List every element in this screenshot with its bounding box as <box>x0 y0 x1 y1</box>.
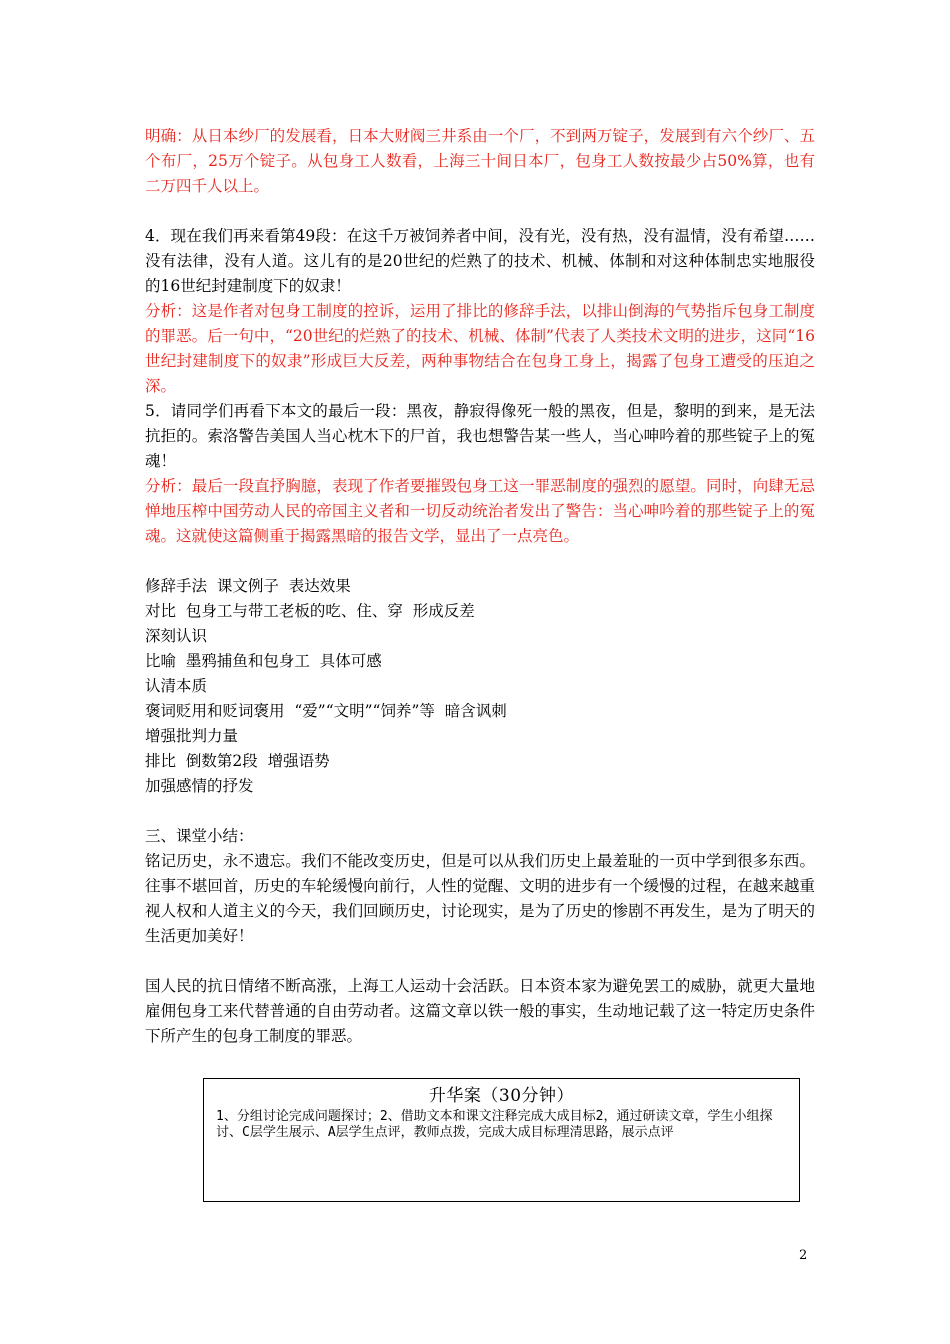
rhetoric-row: 加强感情的抒发 <box>145 777 254 795</box>
page-number: 2 <box>799 1248 808 1263</box>
rhetoric-row: 比喻 墨鸦捕鱼和包身工 具体可感 <box>145 652 382 670</box>
rhetoric-row: 修辞手法 课文例子 表达效果 <box>145 577 351 595</box>
summary-text: 铭记历史，永不遗忘。我们不能改变历史，但是可以从我们历史上最羞耻的一页中学到很多东西。往事不堪回首，历史的车轮缓慢向前行，人性的觉醒、文明的进步有一个缓慢的过程，在越来越重视人权和人道主义的今天，我们回顾历史，讨论现实，是为了历史的惨剧不再发生，是为了明天的生活更加美好！ <box>145 852 815 945</box>
rhetoric-row: 褒词贬用和贬词褒用 “爱”“文明”“饲养”等 暗含讽刺 <box>145 702 507 720</box>
question-5: 5．请同学们再看下本文的最后一段：黑夜，静寂得像死一般的黑夜，但是，黎明的到来，是无法抗拒的。索洛警告美国人当心枕木下的尸首，我也想警告某一些人，当心呻吟着的那些锭子上的冤魂！ <box>145 402 815 470</box>
sublimation-box <box>203 1078 800 1202</box>
summary-heading: 三、课堂小结： <box>145 827 254 845</box>
rhetoric-row: 增强批判力量 <box>145 727 239 745</box>
box-title: 升华案（30分钟） <box>428 1086 575 1106</box>
background-paragraph: 国人民的抗日情绪不断高涨，上海工人运动十会活跃。日本资本家为避免罢工的威胁，就更大量地雇佣包身工来代替普通的自由劳动者。这篇文章以铁一般的事实，生动地记载了这一特定历史条件下所产生的包身工制度的罪恶。 <box>145 977 815 1045</box>
rhetoric-table <box>145 574 815 799</box>
rhetoric-row: 认清本质 <box>145 677 208 695</box>
rhetoric-row: 对比 包身工与带工老板的吃、住、穿 形成反差 <box>145 602 475 620</box>
clarify-paragraph: 明确：从日本纱厂的发展看，日本大财阀三井系由一个厂，不到两万锭子，发展到有六个纱厂、五个布厂，25万个锭子。从包身工人数看，上海三十间日本厂，包身工人数按最少占50%算，也有二万四千人以上。 <box>145 127 815 195</box>
analysis-5: 分析：最后一段直抒胸臆，表现了作者要摧毁包身工这一罪恶制度的强烈的愿望。同时，向肆无忌惮地压榨中国劳动人民的帝国主义者和一切反动统治者发出了警告：当心呻吟着的那些锭子上的冤魂。这就使这篇侧重于揭露黑暗的报告文学，显出了一点亮色。 <box>145 477 815 545</box>
rhetoric-row: 深刻认识 <box>145 627 208 645</box>
document-body <box>145 124 815 1049</box>
box-body: 1、分组讨论完成问题探讨；2、借助文本和课文注释完成大成目标2，通过研读文章，学生小组探讨、C层学生展示、A层学生点评，教师点拨，完成大成目标理清思路，展示点评 <box>216 1109 773 1140</box>
question-4: 4．现在我们再来看第49段：在这千万被饲养者中间，没有光，没有热，没有温情，没有希望……没有法律，没有人道。这儿有的是20世纪的烂熟了的技术、机械、体制和对这种体制忠实地服役的16世纪封建制度下的奴隶！ <box>145 227 815 295</box>
analysis-4: 分析：这是作者对包身工制度的控诉，运用了排比的修辞手法，以排山倒海的气势指斥包身工制度的罪恶。后一句中，“20世纪的烂熟了的技术、机械、体制”代表了人类技术文明的进步，这同“16世纪封建制度下的奴隶”形成巨大反差，两种事物结合在包身工身上，揭露了包身工遭受的压迫之深。 <box>145 302 815 395</box>
rhetoric-row: 排比 倒数第2段 增强语势 <box>145 752 330 770</box>
